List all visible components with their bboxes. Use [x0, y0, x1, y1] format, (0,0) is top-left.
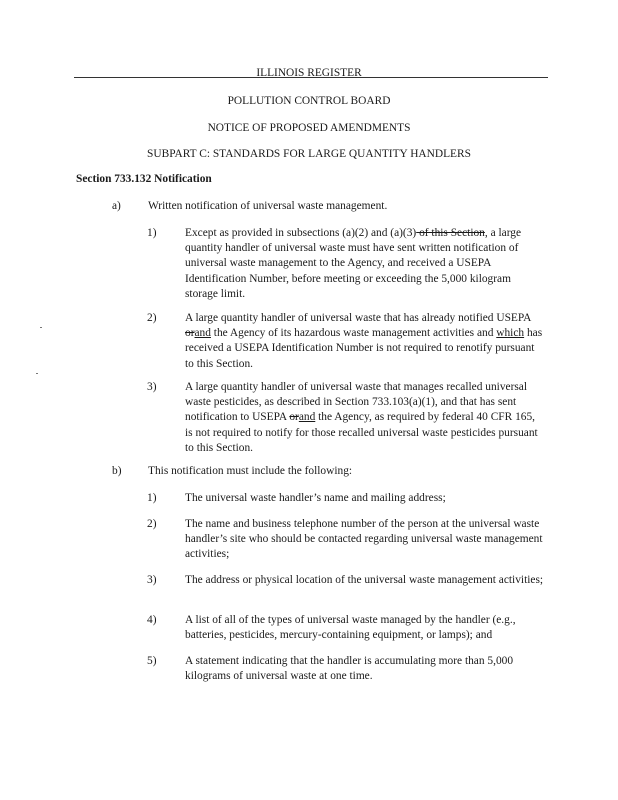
item-b1-number: 1): [147, 492, 157, 504]
item-a3-deleted: or: [289, 411, 299, 424]
item-a2-inserted: and: [194, 327, 211, 340]
subsection-b-label: b): [112, 465, 122, 477]
item-a1-deleted: of this Section: [416, 227, 485, 239]
item-a3-text: A large quantity handler of universal waste that manages recalled universal waste pesticides, as described in Section 733.103(a)(1), and that has sent notification to USEPA orand the Agency, as required by federal 40 CFR 165, is not required to notify for those recalled universal waste pesticides pursuant to this Section.: [185, 381, 538, 454]
subpart-heading: SUBPART C: STANDARDS FOR LARGE QUANTITY HANDLERS: [147, 148, 471, 160]
item-a3-inserted: and: [298, 411, 316, 424]
subsection-a-label: a): [112, 200, 121, 212]
item-b3-number: 3): [147, 574, 157, 586]
item-b4-number: 4): [147, 614, 157, 626]
item-a2-text: A large quantity handler of universal waste that has already notified USEPA orand the Agency of its hazardous waste management activities and which has received a USEPA Identification Number is not required to renotify pursuant to this Section.: [185, 312, 543, 370]
register-header: ILLINOIS REGISTER: [256, 67, 362, 79]
item-a1-text: Except as provided in subsections (a)(2) and (a)(3) of this Section, a large quantity handler of universal waste must have sent written notification of universal waste management to the Agency, and received a USEPA Identification Number, before meeting or exceeding the 5,000 kilogram storage limit.: [185, 227, 522, 300]
subsection-a-text: Written notification of universal waste management.: [148, 200, 388, 212]
scan-speck: [36, 373, 38, 374]
item-a2-number: 2): [147, 312, 157, 324]
subsection-b-text: This notification must include the following:: [148, 465, 353, 477]
notice-heading: NOTICE OF PROPOSED AMENDMENTS: [207, 122, 411, 134]
item-a2-inserted-which: which: [496, 327, 525, 340]
board-heading: POLLUTION CONTROL BOARD: [227, 95, 391, 107]
item-a2-deleted: or: [185, 327, 195, 340]
item-b5-text: A statement indicating that the handler is accumulating more than 5,000 kilograms of universal waste at one time.: [185, 655, 514, 683]
item-b4-text: A list of all of the types of universal waste managed by the handler (e.g., batteries, pesticides, mercury-containing equipment, or lamps); and: [185, 614, 516, 642]
item-a1-number: 1): [147, 227, 157, 239]
item-b2-text: The name and business telephone number of the person at the universal waste handler’s site who should be contacted regarding universal waste management activities;: [185, 518, 543, 561]
section-title: Section 733.132 Notification: [76, 173, 212, 185]
item-b2-number: 2): [147, 518, 157, 530]
item-b3-text: The address or physical location of the universal waste management activities;: [185, 574, 544, 586]
scan-speck: [40, 327, 42, 328]
item-b5-number: 5): [147, 655, 157, 667]
header-rule: [110, 77, 548, 78]
header-rule-left: [74, 77, 110, 78]
item-b1-text: The universal waste handler’s name and mailing address;: [185, 492, 446, 504]
item-a3-number: 3): [147, 381, 157, 393]
